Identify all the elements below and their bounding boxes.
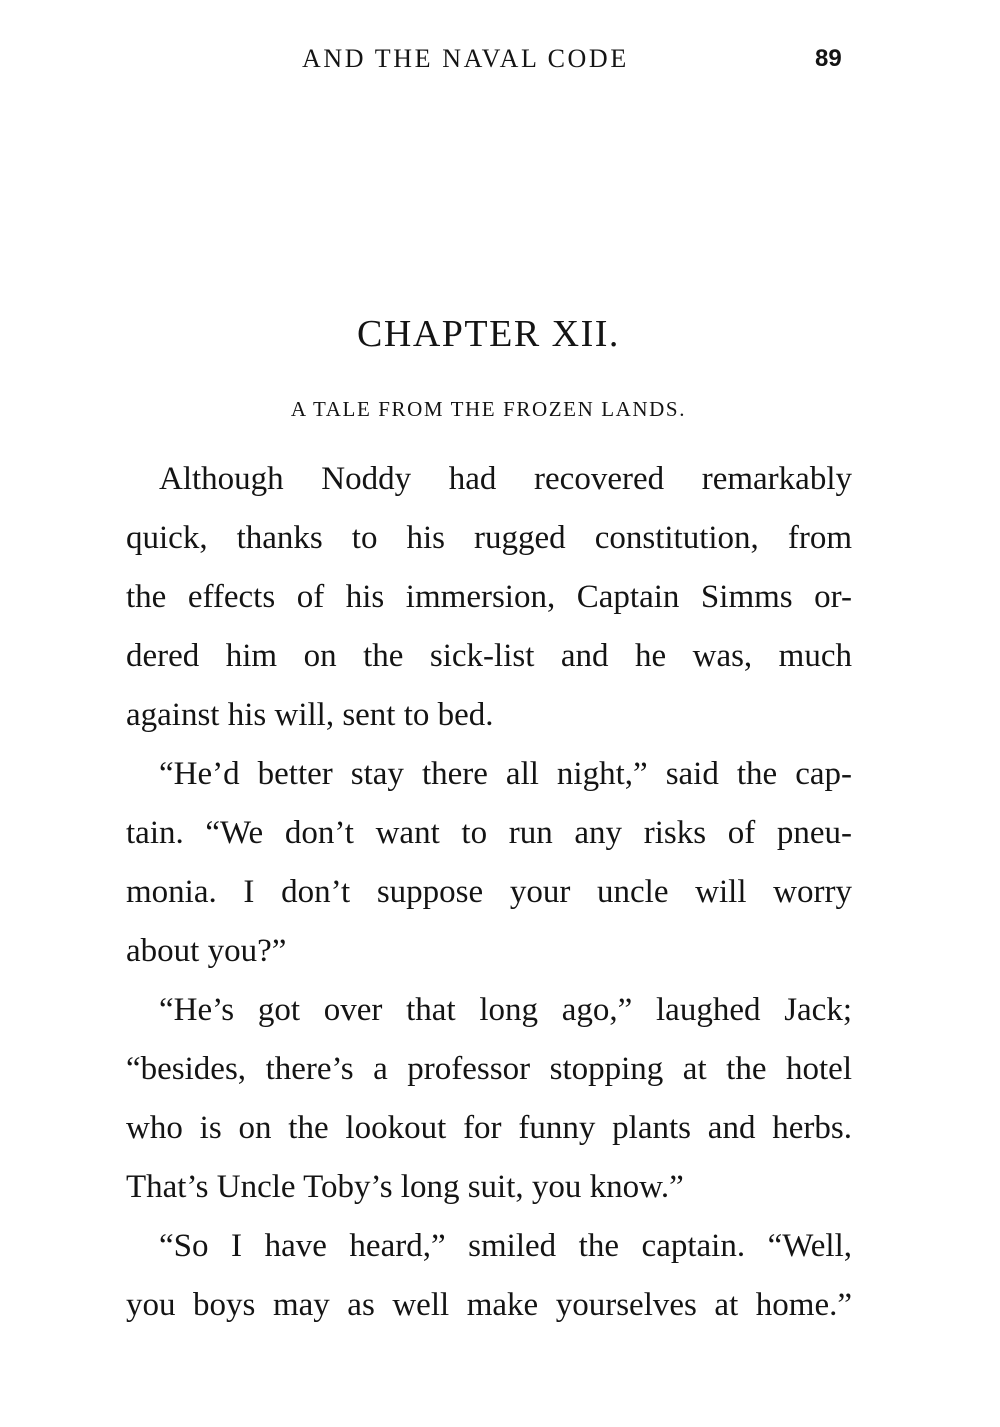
paragraph — [126, 450, 852, 745]
body-text — [126, 450, 852, 1335]
text-line: you boys may as well make yourselves at home.” — [126, 1287, 852, 1323]
text-line: quick, thanks to his rugged constitution, from — [126, 520, 852, 556]
text-line: “He’d better stay there all night,” said the cap- — [159, 756, 852, 792]
running-head — [0, 44, 1000, 78]
text-line: “So I have heard,” smiled the captain. “Well, — [159, 1228, 852, 1264]
running-title: AND THE NAVAL CODE — [302, 44, 629, 73]
paragraph — [126, 981, 852, 1217]
text-line: Although Noddy had recovered remarkably — [159, 461, 852, 497]
text-line: “besides, there’s a professor stopping at the hotel — [126, 1051, 852, 1087]
chapter-subtitle: A TALE FROM THE FROZEN LANDS. — [290, 397, 687, 421]
chapter-heading: CHAPTER XII. — [357, 313, 620, 355]
text-line: tain. “We don’t want to run any risks of pneu- — [126, 815, 852, 851]
text-line: dered him on the sick-list and he was, much — [126, 638, 852, 674]
text-line: against his will, sent to bed. — [126, 697, 494, 733]
page-number: 89 — [815, 45, 842, 72]
text-line: about you?” — [126, 933, 287, 969]
text-line: “He’s got over that long ago,” laughed Jack; — [159, 992, 852, 1028]
text-line: monia. I don’t suppose your uncle will worry — [126, 874, 852, 910]
paragraph — [126, 745, 852, 981]
text-line: the effects of his immersion, Captain Simms or- — [126, 579, 852, 615]
paragraph — [126, 1217, 852, 1335]
text-line: That’s Uncle Toby’s long suit, you know.” — [126, 1169, 684, 1205]
text-line: who is on the lookout for funny plants and herbs. — [126, 1110, 852, 1146]
